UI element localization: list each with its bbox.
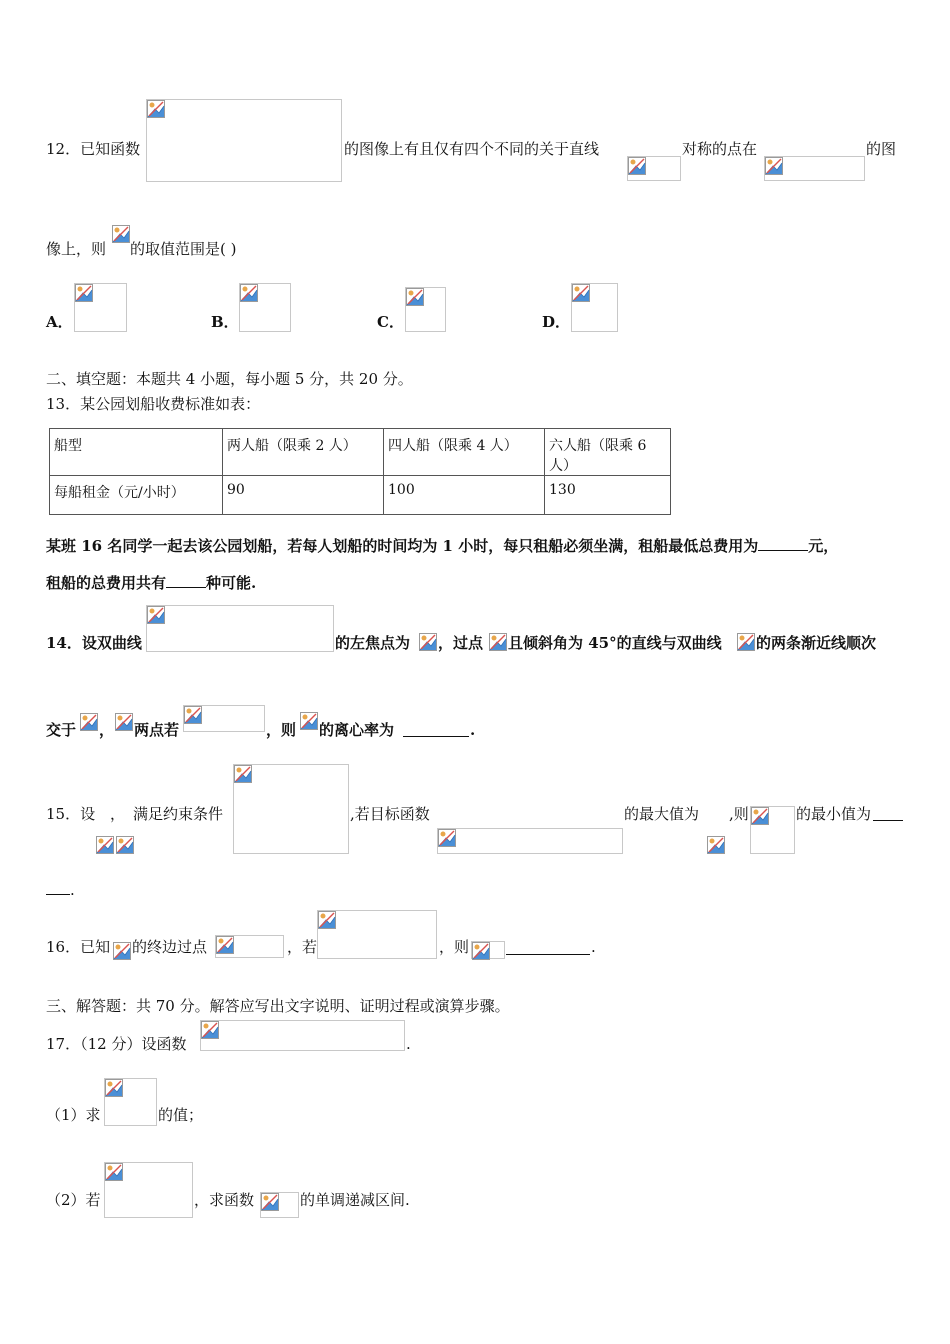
q15-text-d: ,若目标函数 bbox=[350, 805, 430, 823]
q13-line1-text: 某班 16 名同学一起去该公园划船，若每人划船的时间均为 1 小时，每只租船必须坐满，租船最低总费用为 bbox=[46, 537, 759, 555]
table-header-cell: 六人船（限乘 6 人） bbox=[549, 438, 647, 474]
broken-image-icon bbox=[147, 100, 165, 118]
broken-image-icon bbox=[318, 911, 336, 929]
q14-curve-image bbox=[737, 633, 755, 651]
q17-function-formula-image bbox=[200, 1020, 405, 1051]
q12-text-d: 的图 bbox=[866, 140, 897, 158]
q17-part2-condition-image bbox=[104, 1162, 193, 1218]
table-header-cell: 四人船（限乘 4 人） bbox=[388, 438, 518, 454]
q12-text-c: 对称的点在 bbox=[682, 140, 758, 158]
q16-condition-formula-image bbox=[317, 910, 437, 959]
q13-intro: 13．某公园划船收费标准如表： bbox=[46, 395, 261, 413]
broken-image-icon bbox=[572, 284, 590, 302]
broken-image-icon bbox=[765, 157, 783, 175]
q15-constraints-image bbox=[233, 764, 349, 854]
q16-text-d: ，则 bbox=[439, 938, 470, 956]
section-2-heading: 二、填空题：本题共 4 小题，每小题 5 分，共 20 分。 bbox=[46, 370, 413, 388]
q14-line2-a: 交于 bbox=[46, 721, 77, 739]
answer-blank bbox=[506, 940, 590, 955]
broken-image-icon bbox=[751, 807, 769, 825]
q17-part2-b: ，求函数 bbox=[194, 1191, 255, 1209]
q15-text-h: . bbox=[70, 881, 75, 899]
q16-expression-image bbox=[471, 941, 505, 959]
q14-line2-b: ， bbox=[99, 721, 115, 739]
q15-max-value-image bbox=[707, 836, 725, 854]
q15-text-e: 的最大值为 bbox=[624, 805, 700, 823]
q14-line2-c: 两点若 bbox=[134, 721, 180, 739]
q12-text-b: 的图像上有且仅有四个不同的关于直线 bbox=[344, 140, 600, 158]
broken-image-icon bbox=[438, 829, 456, 847]
broken-image-icon bbox=[240, 284, 258, 302]
q17-part1-value-image bbox=[104, 1078, 157, 1126]
table-row bbox=[50, 429, 671, 476]
q12-option-a-image bbox=[74, 283, 127, 332]
q12-option-b-label: B． bbox=[211, 313, 239, 331]
broken-image-icon bbox=[105, 1163, 123, 1181]
q13-question-line2 bbox=[46, 573, 256, 593]
q17-part2-function-image bbox=[260, 1192, 299, 1218]
broken-image-icon bbox=[628, 157, 646, 175]
q16-text-e: . bbox=[591, 938, 596, 956]
q15-text-b: ， bbox=[110, 805, 126, 823]
q13-question-line1 bbox=[46, 536, 838, 556]
q16-text-c: ，若 bbox=[287, 938, 318, 956]
broken-image-icon bbox=[261, 1193, 279, 1211]
broken-image-icon bbox=[147, 606, 165, 624]
q14-text-a: 14．设双曲线 bbox=[46, 634, 142, 652]
broken-image-icon bbox=[184, 706, 202, 724]
section-3-heading: 三、解答题：共 70 分。解答应写出文字说明、证明过程或演算步骤。 bbox=[46, 997, 510, 1015]
table-cell: 90 bbox=[227, 482, 245, 498]
q12-line2-b: 的取值范围是( ) bbox=[130, 240, 237, 258]
q17-intro-end: . bbox=[406, 1035, 411, 1053]
q17-part1-a: （1）求 bbox=[46, 1106, 101, 1124]
q12-option-d-image bbox=[571, 283, 618, 332]
table-row bbox=[50, 476, 671, 515]
q15-expression-image bbox=[750, 806, 795, 854]
broken-image-icon bbox=[472, 942, 490, 960]
q17-part2-c: 的单调递减区间. bbox=[300, 1191, 410, 1209]
broken-image-icon bbox=[75, 284, 93, 302]
q15-text-c: 满足约束条件 bbox=[133, 805, 224, 823]
q12-line-formula-image bbox=[627, 156, 681, 181]
q14-point-image bbox=[489, 633, 507, 651]
q16-text-a: 16．已知 bbox=[46, 938, 111, 956]
broken-image-icon bbox=[201, 1021, 219, 1039]
q14-focus-image bbox=[419, 633, 437, 651]
table-cell: 100 bbox=[388, 482, 415, 498]
q17-part2-a: （2）若 bbox=[46, 1191, 101, 1209]
q12-option-d-label: D． bbox=[542, 313, 571, 331]
q17-part1-b: 的值； bbox=[158, 1106, 204, 1124]
q14-line2-f: . bbox=[470, 721, 476, 739]
q15-var-y-image bbox=[116, 836, 134, 854]
q14-hyperbola-formula-image bbox=[146, 605, 334, 652]
q13-line2-end: 种可能. bbox=[206, 574, 257, 592]
answer-blank bbox=[873, 806, 903, 821]
q14-text-e: 的两条渐近线顺次 bbox=[756, 634, 877, 652]
broken-image-icon bbox=[105, 1079, 123, 1097]
q16-angle-image bbox=[113, 942, 131, 960]
q14-condition-formula-image bbox=[183, 705, 265, 732]
q12-curve-formula-image bbox=[764, 156, 865, 181]
q15-var-x-image bbox=[96, 836, 114, 854]
q12-option-b-image bbox=[239, 283, 291, 332]
q12-variable-image bbox=[112, 225, 130, 243]
table-header-cell: 船型 bbox=[54, 438, 82, 454]
q12-line2-a: 像上，则 bbox=[46, 240, 107, 258]
q16-point-formula-image bbox=[215, 935, 284, 958]
answer-blank bbox=[46, 880, 70, 895]
q15-text-a: 15．设 bbox=[46, 805, 96, 823]
broken-image-icon bbox=[216, 936, 234, 954]
q12-function-formula-image bbox=[146, 99, 342, 182]
q14-line2-e: 的离心率为 bbox=[319, 721, 395, 739]
q15-text-f: ,则 bbox=[729, 805, 749, 823]
table-cell: 130 bbox=[549, 482, 576, 498]
q12-option-c-image bbox=[405, 287, 446, 332]
broken-image-icon bbox=[234, 765, 252, 783]
q14-text-d: 且倾斜角为 45°的直线与双曲线 bbox=[508, 634, 722, 652]
table-header-cell: 两人船（限乘 2 人） bbox=[227, 438, 357, 454]
q12-option-a-label: A． bbox=[46, 313, 73, 331]
q13-line1-end: 元， bbox=[808, 537, 839, 555]
q16-text-b: 的终边过点 bbox=[132, 938, 208, 956]
q14-text-c: ，过点 bbox=[438, 634, 484, 652]
answer-blank bbox=[166, 573, 206, 588]
answer-blank bbox=[403, 722, 469, 737]
q14-text-b: 的左焦点为 bbox=[335, 634, 411, 652]
table-cell: 每船租金（元/小时） bbox=[54, 485, 185, 501]
q12-text-a: 12．已知函数 bbox=[46, 140, 141, 158]
q14-line2-d: ，则 bbox=[266, 721, 297, 739]
q15-text-g: 的最小值为 bbox=[796, 805, 872, 823]
q14-point-a-image bbox=[80, 713, 98, 731]
q13-line2-text: 租船的总费用共有 bbox=[46, 574, 167, 592]
q14-point-b-image bbox=[115, 713, 133, 731]
q15-objective-formula-image bbox=[437, 828, 623, 854]
answer-blank bbox=[758, 536, 808, 551]
q17-intro: 17．（12 分）设函数 bbox=[46, 1035, 187, 1053]
q14-curve-c-image bbox=[300, 712, 318, 730]
broken-image-icon bbox=[406, 288, 424, 306]
q12-option-c-label: C． bbox=[377, 313, 404, 331]
boat-fee-table bbox=[49, 428, 671, 515]
